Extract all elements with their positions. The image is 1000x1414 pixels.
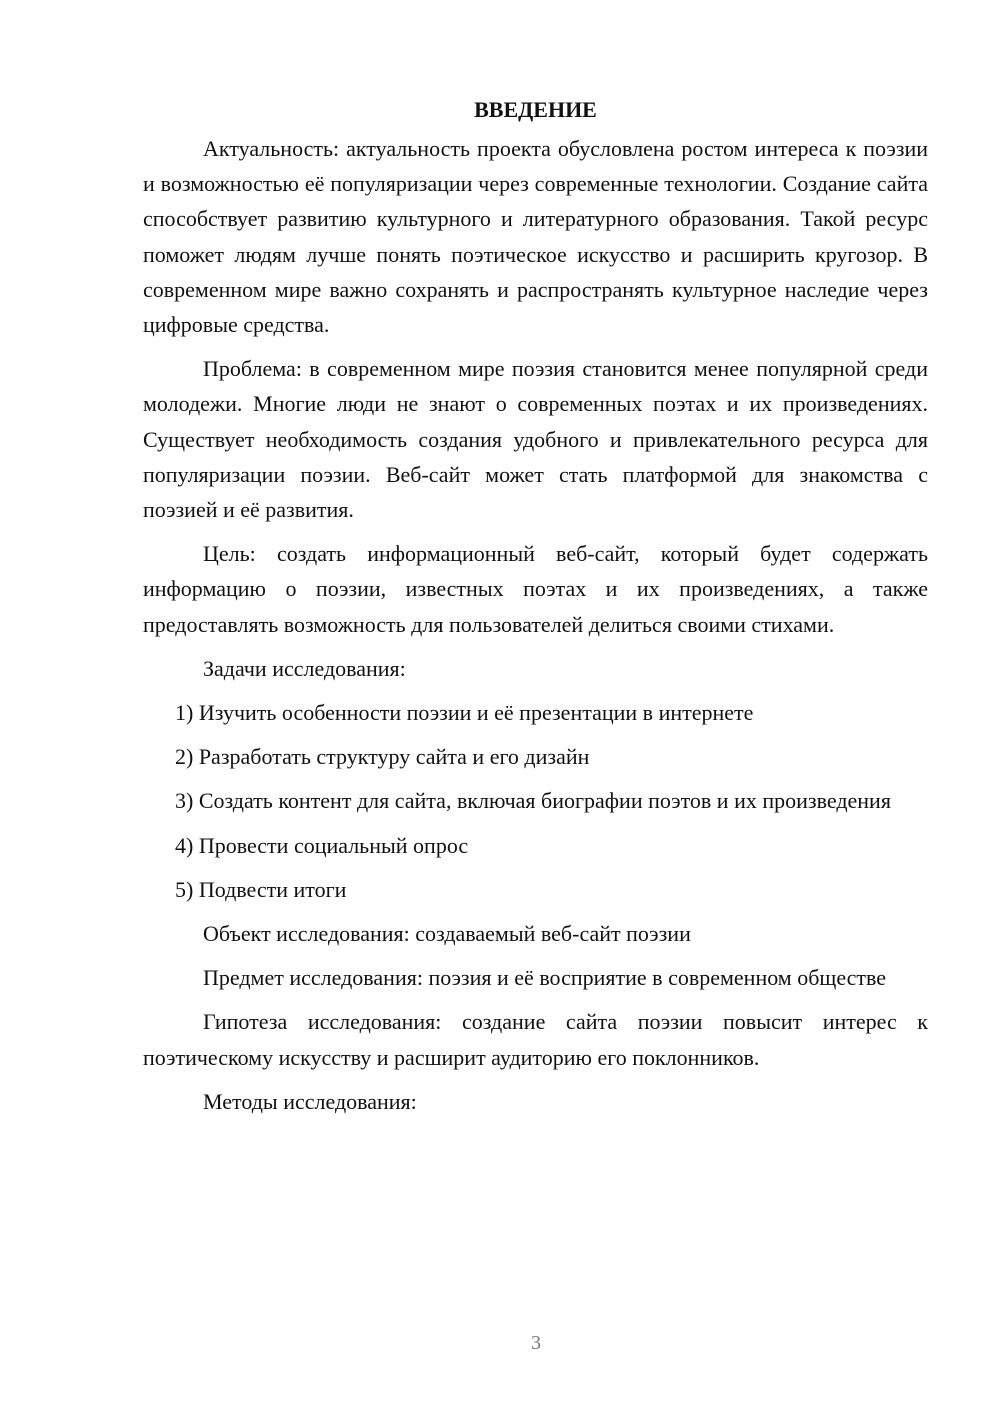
task-item-1: 1) Изучить особенности поэзии и её презентации в интернете [175, 700, 754, 726]
subject-paragraph: Предмет исследования: поэзия и её восприятие в современном обществе [203, 965, 887, 991]
tasks-heading: Задачи исследования: [203, 655, 406, 681]
problem-paragraph: Проблема: в современном мире поэзия становится менее популярной среди молодежи. Многие люди не знают о современных поэтах и их произведениях. Существует необходимость создания удобного и привлекательного ресурса для популяризации поэзии. Веб-сайт может стать платформой для знакомства с поэзией и её развития. [143, 356, 928, 523]
task-item-5: 5) Подвести итоги [175, 876, 347, 902]
task-item-2: 2) Разработать структуру сайта и его дизайн [175, 744, 590, 770]
relevance-paragraph: Актуальность: актуальность проекта обусловлена ростом интереса к поэзии и возможностью её популяризации через современные технологии. Создание сайта способствует развитию культурного и литературного образования. Такой ресурс поможет людям лучше понять поэтическое искусство и расширить кругозор. В современном мире важно сохранять и распространять культурное наследие через цифровые средства. [143, 136, 928, 338]
hypothesis-paragraph: Гипотеза исследования: создание сайта поэзии повысит интерес к поэтическому искусству и расширит аудиторию его поклонников. [143, 1009, 928, 1070]
goal-paragraph: Цель: создать информационный веб-сайт, который будет содержать информацию о поэзии, известных поэтах и их произведениях, а также предоставлять возможность для пользователей делиться своими стихами. [143, 541, 928, 637]
section-title: ВВЕДЕНИЕ [474, 97, 597, 122]
page-number: 3 [531, 1332, 541, 1354]
methods-heading: Методы исследования: [203, 1088, 417, 1114]
task-item-3: 3) Создать контент для сайта, включая биографии поэтов и их произведения [175, 788, 891, 814]
object-paragraph: Объект исследования: создаваемый веб-сайт поэзии [203, 921, 691, 947]
document-page [143, 92, 928, 1128]
task-item-4: 4) Провести социальный опрос [175, 832, 469, 858]
